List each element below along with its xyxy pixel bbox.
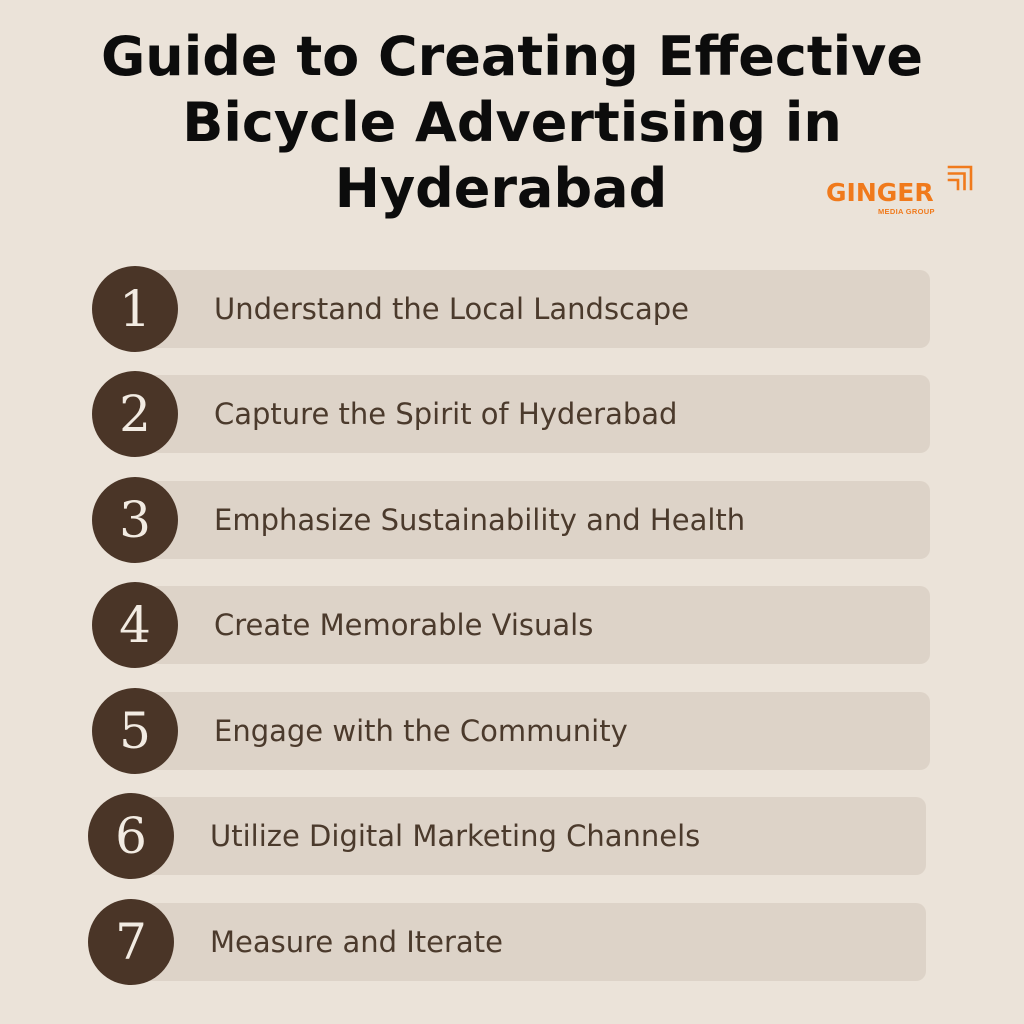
step-number-badge: 5: [92, 688, 178, 774]
step-label: Utilize Digital Marketing Channels: [210, 819, 701, 853]
step-number-badge: 4: [92, 582, 178, 668]
step-label: Engage with the Community: [214, 714, 628, 748]
title-line-1: Guide to Creating Effective: [100, 25, 924, 88]
step-number-badge: 2: [92, 371, 178, 457]
step-label: Measure and Iterate: [210, 925, 503, 959]
title-line-3: Hyderabad: [334, 157, 668, 220]
step-number-badge: 7: [88, 899, 174, 985]
step-label: Create Memorable Visuals: [214, 608, 594, 642]
step-label: Emphasize Sustainability and Health: [214, 503, 746, 537]
step-number-badge: 1: [92, 266, 178, 352]
step-label: Understand the Local Landscape: [214, 292, 690, 326]
step-number-badge: 6: [88, 793, 174, 879]
step-number-badge: 3: [92, 477, 178, 563]
logo-wordmark: GINGER: [826, 178, 934, 207]
step-label: Capture the Spirit of Hyderabad: [214, 397, 678, 431]
logo-subtitle: MEDIA GROUP: [878, 207, 935, 216]
title-line-2: Bicycle Advertising in: [182, 91, 842, 154]
